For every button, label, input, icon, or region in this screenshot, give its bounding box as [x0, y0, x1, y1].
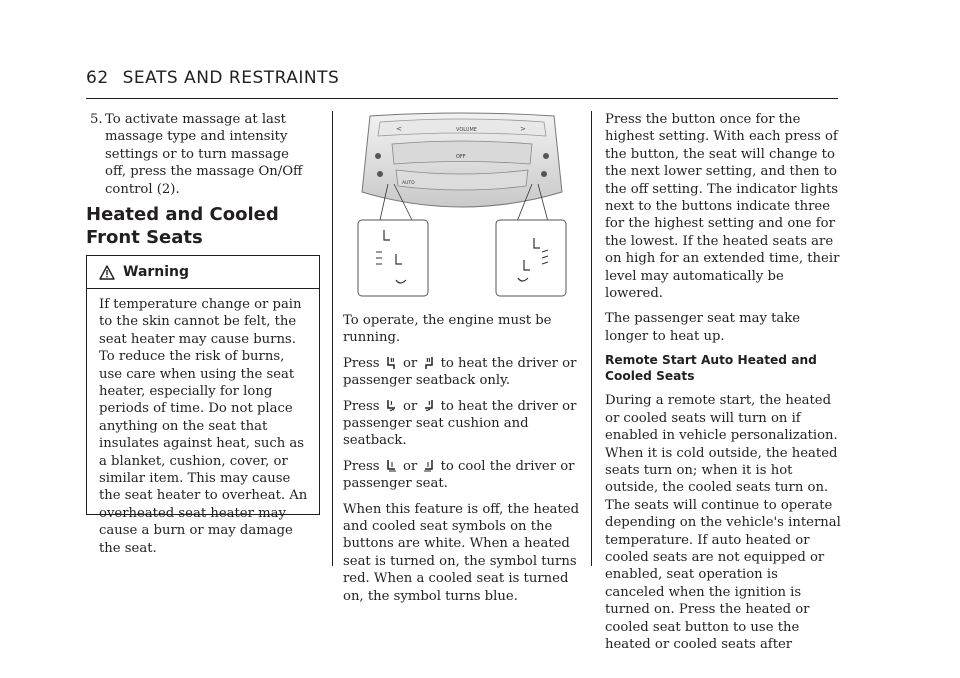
cool-text: to cool the driver or passenger seat. — [343, 458, 575, 492]
warning-header — [87, 256, 319, 289]
svg-text:<: < — [396, 125, 402, 133]
warning-title: Warning — [123, 264, 190, 280]
volume-label: VOLUME — [456, 127, 477, 133]
auto-label: AUTO — [402, 181, 415, 186]
svg-text:>: > — [520, 125, 526, 133]
cushion-text: to heat the driver or passenger seat cushion and seatback. — [343, 398, 577, 449]
column-divider-2 — [591, 111, 592, 566]
press-text: Press — [343, 458, 380, 474]
step-text: To activate massage at last massage type and intensity settings or to turn massage off, press the massage On/Off control (2). — [105, 112, 303, 197]
symbol-color-paragraph: When this feature is off, the heated and cooled seat symbols on the buttons are white. When a heated seat is turned on, the symbol turns red. When a cooled seat is turned on, the symbol turns blue. — [343, 501, 580, 604]
left-column — [90, 111, 315, 198]
column-divider-1 — [332, 111, 333, 566]
header-rule — [86, 98, 838, 99]
page-number: 62 — [86, 68, 109, 88]
passenger-heat-paragraph: The passenger seat may take longer to heat up. — [605, 311, 801, 344]
warning-box — [86, 255, 320, 556]
off-label: OFF — [456, 154, 466, 160]
passenger-seat-cool-icon — [423, 459, 434, 473]
cushion-paragraph — [343, 398, 583, 450]
cool-paragraph — [343, 458, 583, 493]
seatback-text: to heat the driver or passenger seatback only. — [343, 355, 577, 389]
right-column — [605, 111, 841, 661]
section-title: SEATS AND RESTRAINTS — [122, 68, 340, 88]
remote-start-paragraph: During a remote start, the heated or cooled seats will turn on if enabled in vehicle personalization. When it is cold outside, the heated seats turn on; when it is hot outside, the cooled seats turn on. The seats will continue to operate depending on the vehicle's internal temperature. If auto heated or cooled seats are not equipped or enabled, seat operation is canceled when the ignition is turned on. Press the heated or cooled seat button to use the heated or cooled seats after — [605, 393, 841, 652]
or-text: or — [402, 355, 418, 371]
press-text: Press — [343, 398, 380, 414]
climate-control-figure — [356, 112, 568, 298]
press-text: Press — [343, 355, 380, 371]
or-text: or — [402, 458, 418, 474]
warning-icon — [99, 265, 115, 280]
settings-paragraph: Press the button once for the highest setting. With each press of the button, the seat will change to the next lower setting, and then to the off setting. The indicator lights next to the buttons indicate three for the highest setting and one for the lowest. If the heated seats are on high for an extended time, their level may automatically be lowered. — [605, 112, 840, 302]
passenger-seatback-heat-icon — [423, 356, 434, 370]
driver-seatback-heat-icon — [386, 356, 397, 370]
driver-cushion-heat-icon — [386, 399, 397, 413]
or-text: or — [402, 398, 418, 414]
remote-start-subheading: Remote Start Auto Heated and Cooled Seats — [605, 353, 817, 383]
middle-column — [343, 312, 583, 613]
warning-text: If temperature change or pain to the skin cannot be felt, the seat heater may cause burns. To reduce the risk of burns, use care when using the seat heater, especially for long periods of time. Do not place anything on the seat that insulates against heat, such as a blanket, cushion, cover, or similar item. This may cause the seat heater to overheat. An overheated seat heater may cause a burn or may damage the seat. — [99, 297, 308, 556]
step-5 — [90, 111, 315, 198]
seatback-paragraph — [343, 355, 583, 390]
section-heading: Heated and Cooled Front Seats — [86, 204, 279, 248]
passenger-cushion-heat-icon — [423, 399, 434, 413]
climate-panel-illustration — [356, 112, 568, 298]
operate-paragraph: To operate, the engine must be running. — [343, 313, 552, 346]
step-number: 5. — [90, 112, 103, 127]
page-header — [86, 68, 339, 88]
driver-seat-cool-icon — [386, 459, 397, 473]
